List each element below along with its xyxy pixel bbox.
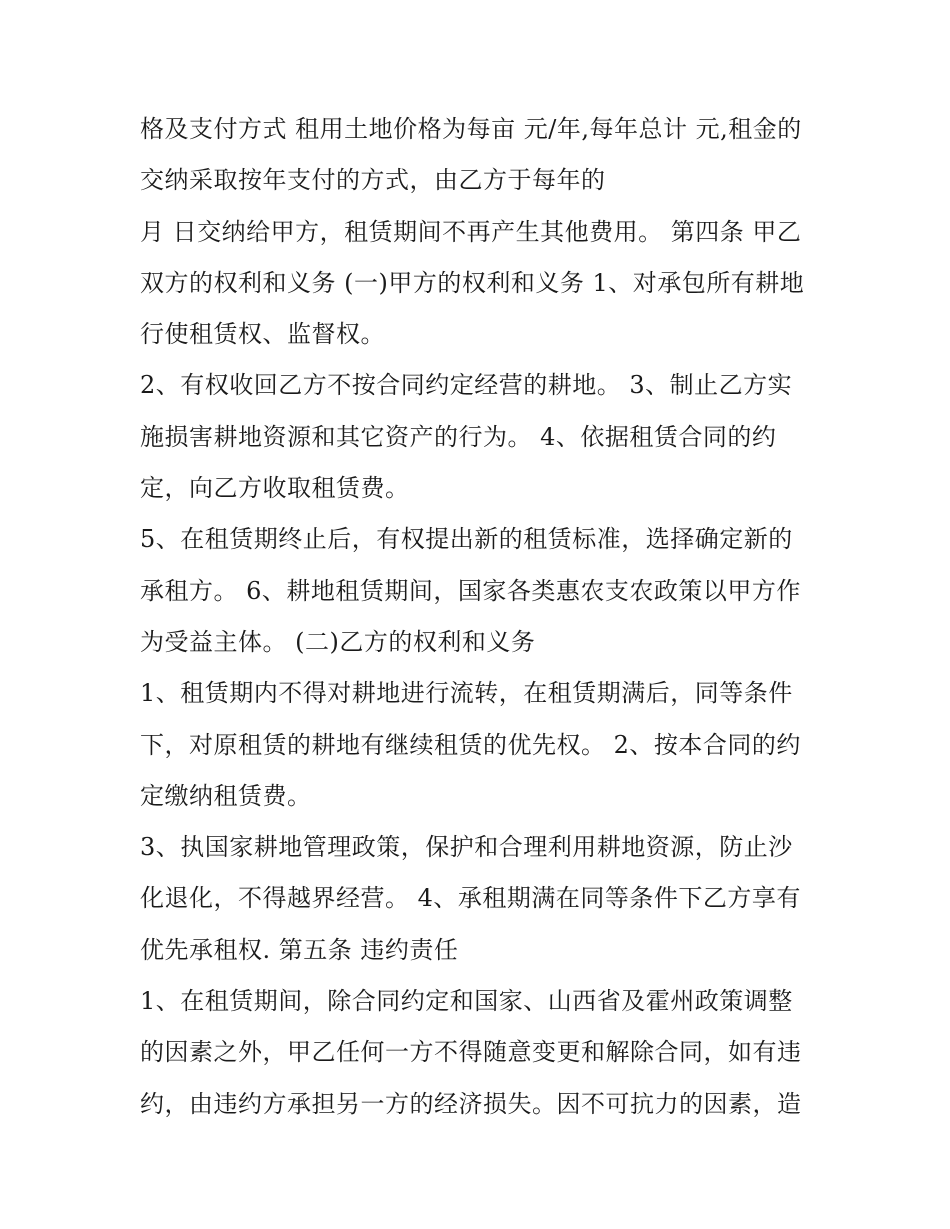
text-line: 行使租赁权、监督权。 xyxy=(140,320,385,349)
text-line: 2、有权收回乙方不按合同约定经营的耕地。 3、制止乙方实 xyxy=(140,371,793,400)
text-line: 1、在租赁期间，除合同约定和国家、山西省及霍州政策调整 xyxy=(140,987,793,1016)
text-line: 定缴纳租赁费。 xyxy=(140,781,312,810)
text-line: 约，由违约方承担另一方的经济损失。因不可抗力的因素，造 xyxy=(140,1089,802,1118)
text-line: 下，对原租赁的耕地有继续租赁的优先权。 2、按本合同的约 xyxy=(140,730,801,759)
text-line: 承租方。 6、耕地租赁期间，国家各类惠农支农政策以甲方作 xyxy=(140,576,801,605)
text-line: 的因素之外，甲乙任何一方不得随意变更和解除合同，如有违 xyxy=(140,1038,802,1067)
text-line: 3、执国家耕地管理政策，保护和合理利用耕地资源，防止沙 xyxy=(140,833,793,862)
text-line: 优先承租权. 第五条 违约责任 xyxy=(140,935,459,964)
text-line: 交纳采取按年支付的方式，由乙方于每年的 xyxy=(140,166,606,195)
text-line: 月 日交纳给甲方，租赁期间不再产生其他费用。 第四条 甲乙 xyxy=(140,217,802,246)
text-line: 为受益主体。 (二)乙方的权利和义务 xyxy=(140,627,536,656)
text-line: 定，向乙方收取租赁费。 xyxy=(140,474,410,503)
text-line: 双方的权利和义务 (一)甲方的权利和义务 1、对承包所有耕地 xyxy=(140,268,805,297)
text-line: 格及支付方式 租用土地价格为每亩 元/年,每年总计 元,租金的 xyxy=(140,115,802,143)
text-line: 1、租赁期内不得对耕地进行流转，在租赁期满后，同等条件 xyxy=(140,679,793,708)
text-line: 化退化，不得越界经营。 4、承租期满在同等条件下乙方享有 xyxy=(140,884,801,913)
contract-text-body xyxy=(140,104,820,1130)
text-line: 5、在租赁期终止后，有权提出新的租赁标准，选择确定新的 xyxy=(140,525,793,554)
text-line: 施损害耕地资源和其它资产的行为。 4、依据租赁合同的约 xyxy=(140,422,777,451)
